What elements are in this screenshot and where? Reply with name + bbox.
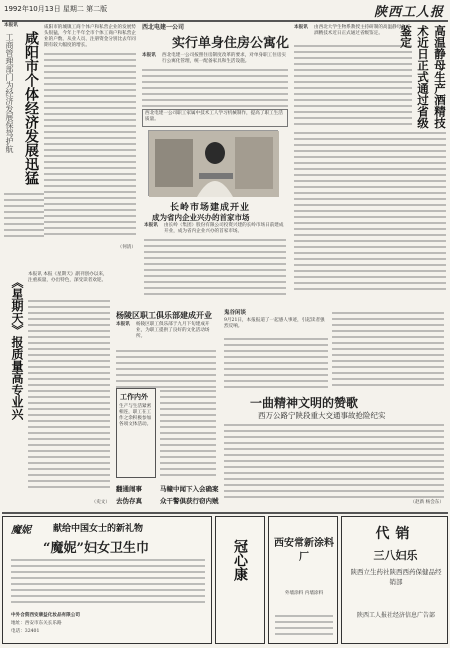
banner-headline: 一曲精神文明的赞歌 (250, 396, 359, 410)
left-top-headline: 咸阳市个体经济发展迅猛 (23, 31, 39, 185)
center-middle-tag: 本报讯 (116, 322, 130, 327)
right-middle-body-lower (224, 422, 444, 500)
ad-moni-product: “魔妮”妇女卫生巾 (43, 541, 149, 556)
slogan-right-2: 众干警俱获行窃内贼 (160, 497, 219, 505)
center-middle-body2 (160, 388, 216, 480)
ad-moni-title: 献给中国女士的新礼物 (53, 524, 144, 534)
left-middle-body (28, 298, 110, 498)
header-date: 1992年10月13日 星期二 第二版 (4, 5, 108, 13)
left-top-lead: 咸阳市的城镇工商个体户和私营企业的发展势头很猛，今年上半年全市个体工商户和私营企业的户数、从业人员、注册资金分别比去年同期有较大幅度的增长。 (44, 25, 136, 48)
ad-daixiao-title: 代销 (375, 526, 416, 542)
article-right-block (292, 130, 448, 305)
ad-moni-phone: 电话：32401 (11, 629, 40, 634)
feature-subhead: 成为省内企业兴办的首家市场 (152, 213, 250, 222)
center-top-lead: 西北电建一公司按照住房制度改革的要求，对单身职工住房实行公寓化管理，统一配备家具和生活设施。 (162, 53, 287, 64)
masthead: 陕西工人报 (373, 5, 444, 20)
center-top-body (142, 67, 288, 107)
right-top-lead: 由西北大学生物系教授主持研制的高温静母生产酒精技术近日正式通过省级鉴定。 (314, 25, 411, 36)
center-middle-body (116, 348, 216, 388)
article-center-top (140, 23, 290, 128)
feature-headline: 长岭市场建成开业 (170, 203, 251, 213)
article-right-middle (220, 308, 448, 510)
ads-rule (2, 512, 448, 514)
center-top-caption: 西北电建一公司职工家属中技术工人学习机械制作，提高了职工生活质量。 (145, 111, 283, 122)
article-center-middle (114, 308, 218, 510)
article-left-middle (2, 270, 112, 510)
center-middle-headline: 杨陵区职工俱乐部建成开业 (116, 310, 212, 320)
right-middle-body-left (224, 336, 328, 392)
ad-changxin (268, 516, 338, 644)
feature-photo (148, 130, 278, 196)
center-top-headline: 实行单身住房公寓化 (172, 36, 290, 51)
work-box-text: 生产与生活紧密相连，职工在工作之余积极参加各项文体活动。 (119, 404, 152, 427)
ad-changxin-text: 外墙涂料 内墙涂料 (284, 591, 324, 596)
article-right-top (292, 23, 448, 128)
feature-body (144, 237, 286, 297)
slogan-left: 翻通闹事 (116, 485, 142, 493)
left-top-body-lower (4, 191, 44, 243)
work-box-title: 工作内外 (120, 392, 148, 401)
right-block-body (294, 130, 446, 300)
ad-moni (2, 516, 212, 644)
slogan-left-2: 去伪存真 (116, 497, 142, 505)
ad-daixiao (341, 516, 448, 644)
right-middle-byline: （赵新 杨会东） (410, 500, 444, 505)
left-top-body (44, 51, 136, 243)
ad-guanxinkang (215, 516, 265, 644)
photo-illustration (149, 131, 279, 197)
ad-daixiao-product: 三八妇乐 (373, 549, 418, 562)
right-middle-kicker: 鬼谷闲谈 (224, 310, 247, 316)
ad-moni-body (11, 557, 205, 609)
slogan-right: 马幢中闻下入会确案 (160, 485, 219, 493)
left-top-byline: （何清） (117, 245, 136, 250)
right-top-body (294, 43, 412, 125)
ad-daixiao-dealer: 陕西立生药社陕西西药保健品经销部 (350, 568, 442, 586)
page-header (0, 0, 450, 22)
center-middle-lead: 杨陵区职工俱乐部于九月下旬建成开业，为职工提供了良好的文化活动场所。 (136, 322, 210, 339)
ad-moni-footer: 中外合资西安康益化妆品有限公司 (11, 613, 80, 618)
left-middle-headline: 《星期天》报质量高专业兴 (10, 276, 24, 420)
left-middle-lead: 本报讯 本报《星期天》副刊创办以来，注重质量，办出特色，深受读者欢迎。 (28, 272, 108, 283)
ad-moni-brand: 魔妮 (11, 525, 31, 536)
article-photo-feature (140, 128, 290, 308)
ad-changxin-body (275, 613, 333, 641)
feature-lead: 由长岭（集团）股份有限公司投资兴建的长岭市场日前建成开业，成为省内企业兴办的首家市场。 (164, 223, 284, 234)
center-top-tag: 本报讯 (142, 53, 156, 58)
ad-daixiao-address: 陕西工人报社经济信息广告部 (356, 612, 435, 619)
ad-moni-address: 地址：西安市东关长乐路 (11, 621, 62, 626)
left-top-tag: 本报讯 (4, 23, 18, 28)
banner-subhead: 西万公路宁陕段重大交通事故抢险纪实 (258, 411, 386, 420)
left-top-subhead: 工商管理部门为经济发展保驾护航 (5, 33, 14, 153)
header-rule (2, 20, 448, 22)
right-top-headline: 高温静母生产酒精技术近日正式通过省级鉴定 (399, 25, 447, 129)
ad-changxin-title: 西安常新涂料厂 (274, 538, 334, 563)
ad-guanxinkang-title: 冠心康 (232, 539, 248, 581)
feature-tag: 本报讯 (144, 223, 158, 228)
right-middle-body-right (332, 310, 444, 392)
article-left-top (2, 23, 138, 253)
center-top-kicker: 西北电建一公司 (142, 24, 185, 31)
left-middle-byline: （史文） (91, 500, 110, 505)
right-top-tag: 本报讯 (294, 25, 308, 30)
right-middle-lead: 9月21日，本报报道了一起感人事迹，引起读者强烈反响。 (224, 318, 325, 329)
